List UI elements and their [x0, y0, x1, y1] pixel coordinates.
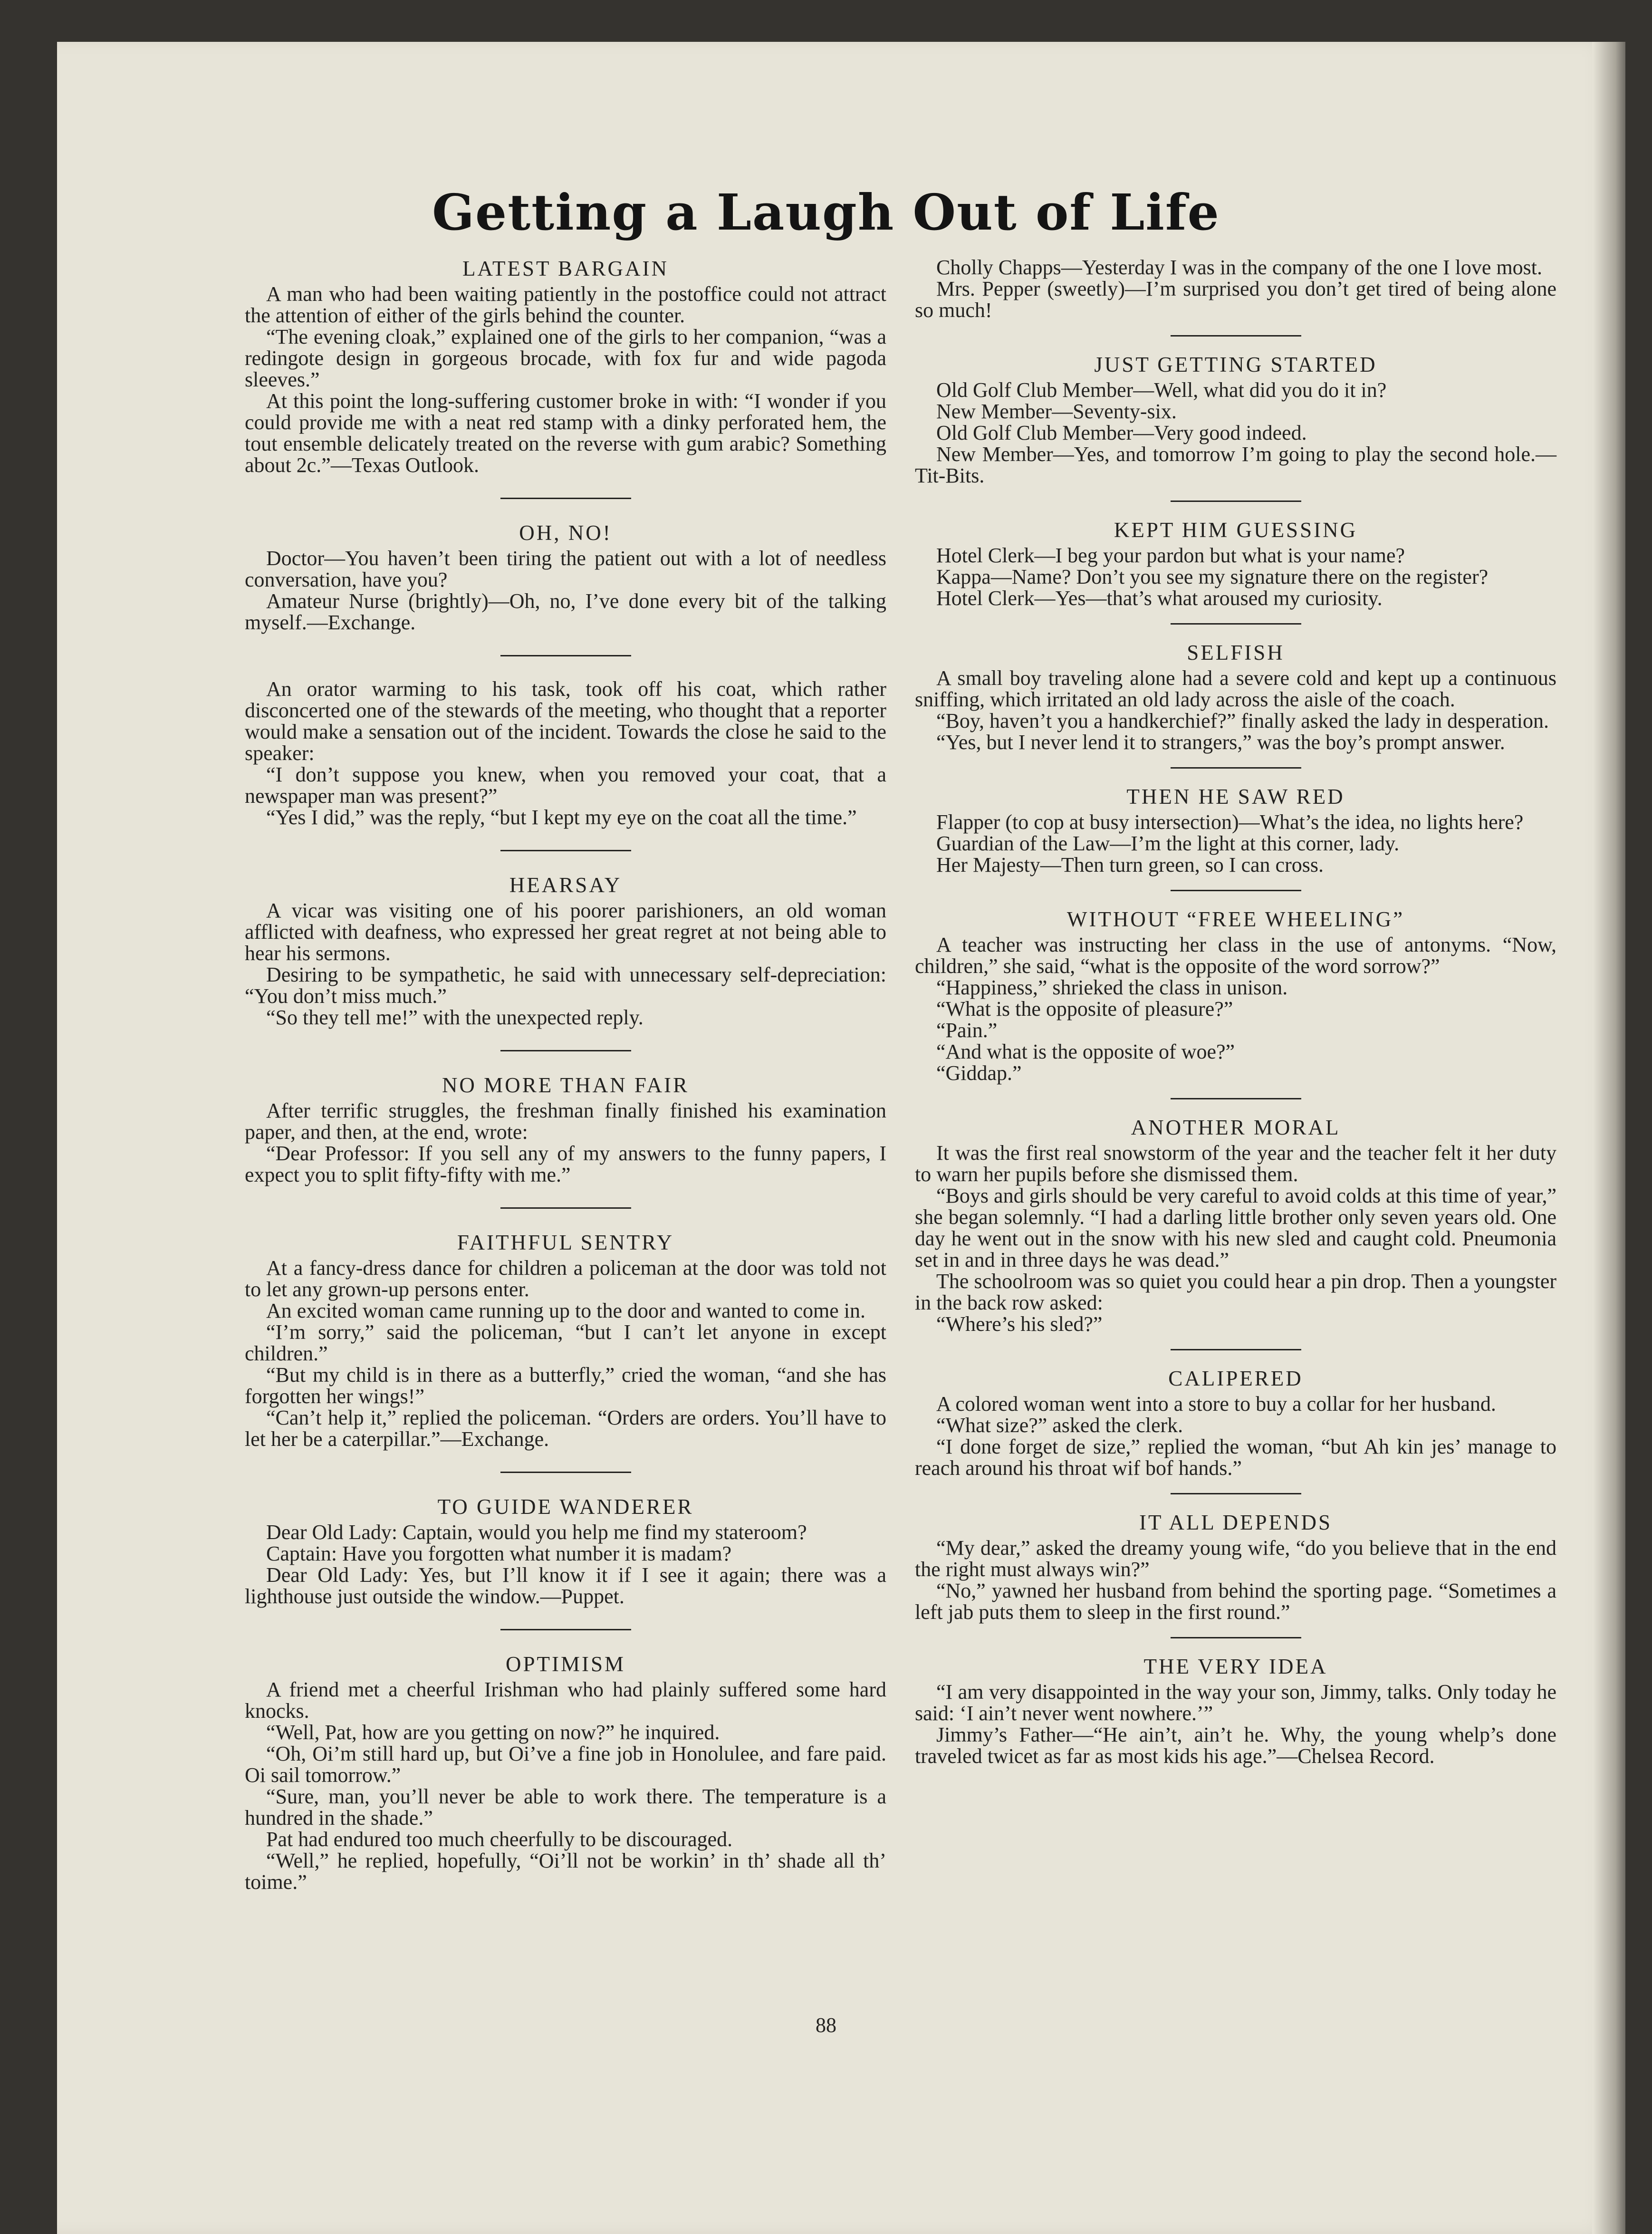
- joke-faithful-sentry: [245, 1231, 886, 1450]
- story-paragraph: A teacher was instructing her class in the use of antonyms. “Now, children,” she said, “what is the opposite of the word sorrow?”: [915, 933, 1556, 978]
- story-paragraph: “I’m sorry,” said the policeman, “but I can’t let anyone in except children.”: [245, 1320, 886, 1365]
- page-number: 88: [816, 2013, 836, 2037]
- story-paragraph: Pat had endured too much cheerfully to be discouraged.: [266, 1828, 733, 1851]
- section-divider: [1171, 623, 1301, 625]
- section-divider: [1171, 1098, 1301, 1099]
- joke-to-guide-wanderer: [245, 1495, 886, 1607]
- story-paragraph: Amateur Nurse (brightly)—Oh, no, I’ve done every bit of the talking myself.—Exchange.: [245, 589, 886, 634]
- story-heading: CALIPERED: [1168, 1367, 1303, 1390]
- joke-then-he-saw-red: [915, 785, 1556, 876]
- story-paragraph: Guardian of the Law—I’m the light at this corner, lady.: [936, 832, 1400, 855]
- story-paragraph: “What size?” asked the clerk.: [936, 1414, 1183, 1437]
- story-paragraph: Doctor—You haven’t been tiring the patient out with a lot of needless conversation, have you?: [245, 547, 886, 591]
- story-paragraph: Flapper (to cop at busy intersection)—What’s the idea, no lights here?: [936, 810, 1524, 834]
- story-paragraph: “Well,” he replied, hopefully, “Oi’ll not be workin’ in th’ shade all th’ toime.”: [245, 1849, 886, 1894]
- story-paragraph: “Sure, man, you’ll never be able to work there. The temperature is a hundred in the shade.”: [245, 1785, 886, 1830]
- story-paragraph: “Yes, but I never lend it to strangers,” was the boy’s prompt answer.: [936, 731, 1505, 754]
- story-paragraph: “I am very disappointed in the way your son, Jimmy, talks. Only today he said: ‘I ain’t never went nowhere.’”: [915, 1680, 1556, 1725]
- section-divider: [1171, 1637, 1301, 1638]
- section-divider: [1171, 501, 1301, 502]
- story-paragraph: At a fancy-dress dance for children a policeman at the door was told not to let any grown-up persons enter.: [245, 1256, 886, 1301]
- section-divider: [1171, 1349, 1301, 1350]
- story-paragraph: A small boy traveling alone had a severe cold and kept up a continuous sniffing, which irritated an old lady across the aisle of the coach.: [915, 666, 1556, 711]
- story-paragraph: An excited woman came running up to the door and wanted to come in.: [266, 1299, 865, 1322]
- joke-without-free-wheeling: [915, 907, 1556, 1084]
- story-heading: NO MORE THAN FAIR: [442, 1073, 690, 1097]
- joke-it-all-depends: [915, 1511, 1556, 1623]
- story-paragraph: “No,” yawned her husband from behind the sporting page. “Sometimes a left jab puts them to sleep in the first round.”: [915, 1579, 1556, 1624]
- story-paragraph: Hotel Clerk—I beg your pardon but what is your name?: [936, 544, 1405, 567]
- story-paragraph: “Dear Professor: If you sell any of my answers to the funny papers, I expect you to split fifty-fifty with me.”: [245, 1142, 886, 1186]
- story-heading: OPTIMISM: [505, 1652, 626, 1676]
- story-paragraph: “Pain.”: [936, 1019, 998, 1042]
- story-paragraph: “So they tell me!” with the unexpected reply.: [266, 1006, 644, 1029]
- story-paragraph: Captain: Have you forgotten what number it is madam?: [266, 1542, 732, 1565]
- story-paragraph: “Well, Pat, how are you getting on now?” he inquired.: [266, 1721, 720, 1744]
- story-paragraph: “Boy, haven’t you a handkerchief?” finally asked the lady in desperation.: [936, 709, 1549, 732]
- joke-selfish: [915, 641, 1556, 753]
- story-paragraph: A vicar was visiting one of his poorer parishioners, an old woman afflicted with deafness, who expressed her great regret at not being able to hear his sermons.: [245, 899, 886, 965]
- page-gutter-shadow: [1592, 42, 1625, 2234]
- story-heading: THEN HE SAW RED: [1126, 785, 1345, 809]
- section-divider: [500, 1050, 631, 1051]
- joke-no-more-than-fair: [245, 1073, 886, 1185]
- section-divider: [500, 1629, 631, 1630]
- story-heading: LATEST BARGAIN: [462, 257, 669, 280]
- joke-latest-bargain: [245, 257, 886, 476]
- story-heading: THE VERY IDEA: [1143, 1655, 1328, 1678]
- section-divider: [1171, 335, 1301, 337]
- page-title: Getting a Laugh Out of Life: [432, 183, 1220, 241]
- story-paragraph: “And what is the opposite of woe?”: [936, 1040, 1235, 1063]
- story-paragraph: New Member—Seventy-six.: [936, 400, 1177, 423]
- story-heading: FAITHFUL SENTRY: [457, 1231, 674, 1254]
- story-heading: ANOTHER MORAL: [1131, 1116, 1341, 1139]
- story-paragraph: “Happiness,” shrieked the class in unison.: [936, 976, 1288, 999]
- story-paragraph: “My dear,” asked the dreamy young wife, “do you believe that in the end the right must always win?”: [915, 1536, 1556, 1581]
- story-paragraph: “Giddap.”: [936, 1061, 1022, 1085]
- story-paragraph: “But my child is in there as a butterfly,” cried the woman, “and she has forgotten her wings!”: [245, 1363, 886, 1408]
- section-divider: [500, 850, 631, 851]
- left-column: [245, 257, 886, 1893]
- story-paragraph: Cholly Chapps—Yesterday I was in the company of the one I love most.: [936, 256, 1543, 279]
- story-paragraph: “Boys and girls should be very careful to avoid colds at this time of year,” she began solemnly. “I had a darling little brother only seven years old. One day he went out in the snow with his new sled and caught cold. Pneumonia set in and in three days he was dead.”: [915, 1184, 1556, 1271]
- joke-untitled-2: [245, 678, 886, 828]
- story-paragraph: The schoolroom was so quiet you could hear a pin drop. Then a youngster in the back row asked:: [915, 1270, 1556, 1314]
- joke-kept-him-guessing: [915, 518, 1556, 609]
- story-paragraph: At this point the long-suffering customer broke in with: “I wonder if you could provide me with a neat red stamp with a dinky perforated hem, the tout ensemble delicately treated on the reverse with gum arabic? Something about 2c.”—Texas Outlook.: [245, 389, 886, 477]
- story-paragraph: A colored woman went into a store to buy a collar for her husband.: [936, 1392, 1496, 1416]
- story-paragraph: A friend met a cheerful Irishman who had plainly suffered some hard knocks.: [245, 1678, 886, 1723]
- story-paragraph: “Can’t help it,” replied the policeman. “Orders are orders. You’ll have to let her be a caterpillar.”—Exchange.: [245, 1406, 886, 1451]
- joke-the-very-idea: [915, 1655, 1556, 1767]
- joke-just-getting-started: [915, 353, 1556, 486]
- story-paragraph: Old Golf Club Member—Well, what did you do it in?: [936, 378, 1387, 402]
- story-paragraph: “I done forget de size,” replied the woman, “but Ah kin jes’ manage to reach around his throat wif bof hands.”: [915, 1435, 1556, 1480]
- section-divider: [1171, 1493, 1301, 1494]
- joke-oh-no: [245, 521, 886, 633]
- story-heading: KEPT HIM GUESSING: [1114, 518, 1358, 542]
- story-paragraph: Her Majesty—Then turn green, so I can cross.: [936, 853, 1324, 876]
- story-heading: SELFISH: [1187, 641, 1285, 664]
- story-paragraph: Dear Old Lady: Captain, would you help me find my stateroom?: [266, 1521, 807, 1544]
- story-heading: WITHOUT “FREE WHEELING”: [1066, 907, 1405, 931]
- story-heading: JUST GETTING STARTED: [1094, 353, 1377, 376]
- story-heading: IT ALL DEPENDS: [1139, 1511, 1332, 1534]
- section-divider: [500, 655, 631, 656]
- story-paragraph: “What is the opposite of pleasure?”: [936, 997, 1233, 1021]
- story-paragraph: “The evening cloak,” explained one of the girls to her companion, “was a redingote design in gorgeous brocade, with fox fur and wide pagoda sleeves.”: [245, 325, 886, 391]
- story-paragraph: A man who had been waiting patiently in the postoffice could not attract the attention of either of the girls behind the counter.: [245, 282, 886, 327]
- story-heading: HEARSAY: [509, 873, 622, 897]
- joke-another-moral: [915, 1116, 1556, 1335]
- story-paragraph: “Where’s his sled?”: [936, 1312, 1103, 1336]
- story-paragraph: Desiring to be sympathetic, he said with unnecessary self-depreciation: “You don’t miss much.”: [245, 963, 886, 1008]
- joke-optimism: [245, 1652, 886, 1893]
- story-paragraph: Kappa—Name? Don’t you see my signature there on the register?: [936, 565, 1489, 588]
- story-paragraph: “I don’t suppose you knew, when you removed your coat, that a newspaper man was present?”: [245, 763, 886, 808]
- story-paragraph: It was the first real snowstorm of the year and the teacher felt it her duty to warn her pupils before she dismissed them.: [915, 1141, 1556, 1186]
- section-divider: [500, 498, 631, 499]
- story-paragraph: Old Golf Club Member—Very good indeed.: [936, 421, 1307, 444]
- section-divider: [1171, 890, 1301, 891]
- story-paragraph: After terrific struggles, the freshman finally finished his examination paper, and then, at the end, wrote:: [245, 1099, 886, 1144]
- joke-calipered: [915, 1367, 1556, 1479]
- story-paragraph: New Member—Yes, and tomorrow I’m going to play the second hole.—Tit-Bits.: [915, 443, 1556, 487]
- section-divider: [500, 1472, 631, 1473]
- story-paragraph: Jimmy’s Father—“He ain’t, ain’t he. Why, the young whelp’s done traveled twicet as far as most kids his age.”—Chelsea Record.: [915, 1723, 1556, 1768]
- story-paragraph: Hotel Clerk—Yes—that’s what aroused my curiosity.: [936, 587, 1383, 610]
- section-divider: [1171, 767, 1301, 769]
- joke-untitled-0: [915, 257, 1556, 321]
- section-divider: [500, 1207, 631, 1209]
- story-paragraph: An orator warming to his task, took off his coat, which rather disconcerted one of the stewards of the meeting, who thought that a reporter would make a sensation out of the incident. Towards the close he said to the speaker:: [245, 677, 886, 765]
- joke-hearsay: [245, 873, 886, 1028]
- story-paragraph: “Yes I did,” was the reply, “but I kept my eye on the coat all the time.”: [266, 806, 857, 829]
- story-heading: OH, NO!: [519, 521, 612, 545]
- story-heading: TO GUIDE WANDERER: [437, 1495, 694, 1519]
- right-column: [915, 257, 1556, 1767]
- story-paragraph: Mrs. Pepper (sweetly)—I’m surprised you don’t get tired of being alone so much!: [915, 277, 1556, 322]
- story-paragraph: “Oh, Oi’m still hard up, but Oi’ve a fine job in Honolulee, and fare paid. Oi sail tomorrow.”: [245, 1742, 886, 1787]
- story-paragraph: Dear Old Lady: Yes, but I’ll know it if I see it again; there was a lighthouse just outside the window.—Puppet.: [245, 1563, 886, 1608]
